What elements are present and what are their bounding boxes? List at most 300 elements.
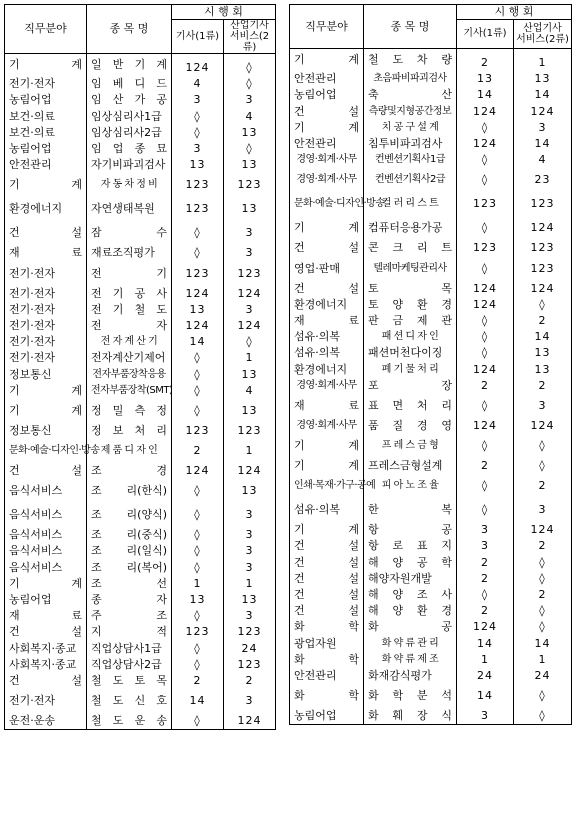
industrial-round-cell: 4 xyxy=(224,109,276,125)
field-cell: 운전·운송 xyxy=(5,713,87,730)
table-row xyxy=(5,592,276,608)
name-cell: 조 경 xyxy=(87,463,172,479)
industrial-round-cell: 1 xyxy=(514,49,572,72)
field-cell: 음식서비스 xyxy=(5,527,87,543)
right-exam-table xyxy=(289,4,572,725)
table-row xyxy=(290,152,572,168)
name-cell: 철 도 운 송 xyxy=(87,713,172,730)
name-cell: 피 아 노 조 율 xyxy=(364,474,457,498)
industrial-round-cell: ◊ xyxy=(514,603,572,619)
engineer-round-cell: 124 xyxy=(172,318,224,334)
engineer-round-cell: ◊ xyxy=(457,329,514,345)
industrial-round-cell: 123 xyxy=(514,240,572,256)
name-cell: 자기비파괴검사 xyxy=(87,157,172,173)
industrial-round-cell: 2 xyxy=(514,587,572,603)
field-cell: 인쇄·목재·가구·공예 xyxy=(290,474,364,498)
field-cell: 기 계 xyxy=(5,399,87,423)
industrial-round-cell: 24 xyxy=(514,668,572,684)
name-cell: 전자부품장착응용 xyxy=(87,366,172,382)
industrial-round-cell: ◊ xyxy=(514,297,572,313)
engineer-round-cell: 14 xyxy=(457,636,514,652)
table-row xyxy=(290,603,572,619)
engineer-round-cell: 3 xyxy=(457,522,514,538)
field-cell: 기 계 xyxy=(5,383,87,399)
name-cell: 화재감식평가 xyxy=(364,668,457,684)
engineer-round-cell: 124 xyxy=(457,619,514,635)
field-cell: 건 설 xyxy=(5,673,87,689)
table-row xyxy=(290,474,572,498)
engineer-round-cell: 24 xyxy=(457,668,514,684)
engineer-round-cell: 14 xyxy=(172,689,224,713)
field-cell: 전기·전자 xyxy=(5,350,87,366)
industrial-round-cell: ◊ xyxy=(514,619,572,635)
table-row xyxy=(5,543,276,559)
table-row xyxy=(290,418,572,434)
engineer-round-cell: ◊ xyxy=(172,657,224,673)
table-row xyxy=(290,538,572,554)
engineer-round-cell: ◊ xyxy=(457,474,514,498)
name-cell: 컨벤션기획사2급 xyxy=(364,168,457,192)
engineer-round-cell: 2 xyxy=(457,49,514,72)
industrial-round-cell: 3 xyxy=(224,221,276,245)
industrial-round-cell: 123 xyxy=(224,657,276,673)
name-cell: 폐 기 물 처 리 xyxy=(364,361,457,377)
industrial-round-cell: 124 xyxy=(514,522,572,538)
field-cell: 전기·전자 xyxy=(5,286,87,302)
header-industrial: 산업기사 서비스(2류) xyxy=(224,20,276,54)
name-cell: 초음파비파괴검사 xyxy=(364,71,457,87)
table-row xyxy=(290,434,572,458)
field-cell: 사회복지·종교 xyxy=(5,657,87,673)
table-row xyxy=(290,297,572,313)
table-row xyxy=(290,281,572,297)
engineer-round-cell: 14 xyxy=(457,684,514,708)
table-row xyxy=(290,571,572,587)
name-cell: 토 양 환 경 xyxy=(364,297,457,313)
field-cell: 건 설 xyxy=(5,463,87,479)
industrial-round-cell: 123 xyxy=(224,423,276,439)
header-round: 시 행 회 xyxy=(457,5,572,20)
table-row xyxy=(290,168,572,192)
industrial-round-cell: ◊ xyxy=(514,684,572,708)
table-row xyxy=(290,619,572,635)
field-cell: 재 료 xyxy=(290,394,364,418)
industrial-round-cell: 13 xyxy=(514,71,572,87)
engineer-round-cell: ◊ xyxy=(172,350,224,366)
name-cell: 콘 크 리 트 xyxy=(364,240,457,256)
industrial-round-cell: 3 xyxy=(514,394,572,418)
table-row xyxy=(290,378,572,394)
engineer-round-cell: 124 xyxy=(172,286,224,302)
name-cell: 프 레 스 금 형 xyxy=(364,434,457,458)
engineer-round-cell: ◊ xyxy=(172,608,224,624)
field-cell: 화 학 xyxy=(290,652,364,668)
industrial-round-cell: ◊ xyxy=(224,141,276,157)
header-field: 직무분야 xyxy=(290,5,364,49)
table-row xyxy=(5,366,276,382)
industrial-round-cell: ◊ xyxy=(514,555,572,571)
field-cell: 정보통신 xyxy=(5,423,87,439)
engineer-round-cell: ◊ xyxy=(172,641,224,657)
industrial-round-cell: 124 xyxy=(224,286,276,302)
industrial-round-cell: 3 xyxy=(224,302,276,318)
industrial-round-cell: 14 xyxy=(514,636,572,652)
field-cell: 경영·회계·사무 xyxy=(290,168,364,192)
table-row xyxy=(5,463,276,479)
field-cell: 기 계 xyxy=(290,458,364,474)
field-cell: 건 설 xyxy=(290,587,364,603)
name-cell: 해 양 조 사 xyxy=(364,587,457,603)
name-cell: 컬 러 리 스 트 xyxy=(364,192,457,216)
name-cell: 정 밀 측 정 xyxy=(87,399,172,423)
table-row xyxy=(290,49,572,72)
name-cell: 컨벤션기획사1급 xyxy=(364,152,457,168)
name-cell: 측량및지형공간정보 xyxy=(364,104,457,120)
industrial-round-cell: 123 xyxy=(514,257,572,281)
table-row xyxy=(290,216,572,240)
field-cell: 정보통신 xyxy=(5,366,87,382)
table-row xyxy=(5,262,276,286)
engineer-round-cell: 123 xyxy=(172,262,224,286)
engineer-round-cell: ◊ xyxy=(172,221,224,245)
table-row xyxy=(290,458,572,474)
name-cell: 판 금 제 관 xyxy=(364,313,457,329)
engineer-round-cell: 2 xyxy=(172,439,224,463)
industrial-round-cell: 124 xyxy=(224,463,276,479)
table-row xyxy=(5,245,276,261)
industrial-round-cell: 13 xyxy=(224,399,276,423)
engineer-round-cell: 2 xyxy=(457,555,514,571)
table-row xyxy=(5,109,276,125)
engineer-round-cell: 123 xyxy=(172,423,224,439)
name-cell: 전 자 xyxy=(87,318,172,334)
industrial-round-cell: 3 xyxy=(224,689,276,713)
table-row xyxy=(5,673,276,689)
field-cell: 전기·전자 xyxy=(5,262,87,286)
field-cell: 농림어업 xyxy=(290,87,364,103)
industrial-round-cell: ◊ xyxy=(514,434,572,458)
industrial-round-cell: 1 xyxy=(224,350,276,366)
engineer-round-cell: 123 xyxy=(172,197,224,221)
name-cell: 임 베 디 드 xyxy=(87,76,172,92)
name-cell: 조 리(복어) xyxy=(87,560,172,576)
engineer-round-cell: 124 xyxy=(457,297,514,313)
engineer-round-cell: 13 xyxy=(172,302,224,318)
table-row xyxy=(290,313,572,329)
industrial-round-cell: 13 xyxy=(224,157,276,173)
engineer-round-cell: ◊ xyxy=(457,257,514,281)
engineer-round-cell: 124 xyxy=(172,463,224,479)
name-cell: 화 약 류 관 리 xyxy=(364,636,457,652)
engineer-round-cell: ◊ xyxy=(457,345,514,361)
engineer-round-cell: 13 xyxy=(457,71,514,87)
field-cell: 기 계 xyxy=(5,54,87,77)
field-cell: 음식서비스 xyxy=(5,560,87,576)
field-cell: 전기·전자 xyxy=(5,689,87,713)
engineer-round-cell: 123 xyxy=(172,173,224,197)
table-row xyxy=(290,636,572,652)
industrial-round-cell: 3 xyxy=(224,608,276,624)
industrial-round-cell: 123 xyxy=(224,173,276,197)
table-row xyxy=(5,350,276,366)
name-cell: 전 기 철 도 xyxy=(87,302,172,318)
table-row xyxy=(290,192,572,216)
header-name: 종 목 명 xyxy=(87,5,172,54)
table-row xyxy=(290,555,572,571)
engineer-round-cell: 13 xyxy=(172,592,224,608)
industrial-round-cell: 4 xyxy=(514,152,572,168)
engineer-round-cell: ◊ xyxy=(457,216,514,240)
industrial-round-cell: 2 xyxy=(514,538,572,554)
name-cell: 정 보 처 리 xyxy=(87,423,172,439)
table-row xyxy=(290,104,572,120)
name-cell: 조 리(중식) xyxy=(87,527,172,543)
engineer-round-cell: 2 xyxy=(172,673,224,689)
industrial-round-cell: 13 xyxy=(224,366,276,382)
industrial-round-cell: 1 xyxy=(224,439,276,463)
field-cell: 섬유·의복 xyxy=(290,345,364,361)
name-cell: 화 공 xyxy=(364,619,457,635)
engineer-round-cell: 14 xyxy=(172,334,224,350)
engineer-round-cell: 124 xyxy=(457,281,514,297)
industrial-round-cell: 2 xyxy=(514,378,572,394)
field-cell: 영업·판매 xyxy=(290,257,364,281)
name-cell: 재료조직평가 xyxy=(87,245,172,261)
engineer-round-cell: ◊ xyxy=(172,383,224,399)
table-row xyxy=(5,383,276,399)
industrial-round-cell: 24 xyxy=(224,641,276,657)
name-cell: 철 도 차 량 xyxy=(364,49,457,72)
name-cell: 토 목 xyxy=(364,281,457,297)
name-cell: 침투비파괴검사 xyxy=(364,136,457,152)
industrial-round-cell: 3 xyxy=(514,498,572,522)
field-cell: 전기·전자 xyxy=(5,76,87,92)
engineer-round-cell: ◊ xyxy=(457,313,514,329)
name-cell: 자 동 차 정 비 xyxy=(87,173,172,197)
field-cell: 전기·전자 xyxy=(5,334,87,350)
field-cell: 음식서비스 xyxy=(5,503,87,527)
industrial-round-cell: 13 xyxy=(224,592,276,608)
name-cell: 항 로 표 지 xyxy=(364,538,457,554)
header-name: 종 목 명 xyxy=(364,5,457,49)
field-cell: 재 료 xyxy=(5,245,87,261)
industrial-round-cell: 1 xyxy=(514,652,572,668)
field-cell: 보건·의료 xyxy=(5,109,87,125)
field-cell: 건 설 xyxy=(5,624,87,640)
field-cell: 안전관리 xyxy=(290,136,364,152)
table-row xyxy=(290,652,572,668)
industrial-round-cell: 3 xyxy=(224,245,276,261)
field-cell: 건 설 xyxy=(5,221,87,245)
table-row xyxy=(5,141,276,157)
table-row xyxy=(5,689,276,713)
engineer-round-cell: 124 xyxy=(457,418,514,434)
name-cell: 잠 수 xyxy=(87,221,172,245)
industrial-round-cell: 3 xyxy=(224,503,276,527)
table-row xyxy=(5,439,276,463)
engineer-round-cell: ◊ xyxy=(172,527,224,543)
field-cell: 기 계 xyxy=(290,216,364,240)
name-cell: 축 산 xyxy=(364,87,457,103)
header-field: 직무분야 xyxy=(5,5,87,54)
field-cell: 경영·회계·사무 xyxy=(290,152,364,168)
industrial-round-cell: 1 xyxy=(224,576,276,592)
name-cell: 임 업 종 묘 xyxy=(87,141,172,157)
field-cell: 문화·예술·디자인·방송 xyxy=(5,439,87,463)
field-cell: 건 설 xyxy=(290,240,364,256)
engineer-round-cell: 2 xyxy=(457,378,514,394)
header-engineer: 기사(1류) xyxy=(457,20,514,49)
name-cell: 해 양 환 경 xyxy=(364,603,457,619)
engineer-round-cell: 3 xyxy=(172,141,224,157)
table-row xyxy=(5,302,276,318)
industrial-round-cell: ◊ xyxy=(514,458,572,474)
header-round: 시 행 회 xyxy=(172,5,276,20)
field-cell: 섬유·의복 xyxy=(290,329,364,345)
industrial-round-cell: 13 xyxy=(224,125,276,141)
industrial-round-cell: 123 xyxy=(514,192,572,216)
table-row xyxy=(290,329,572,345)
name-cell: 조 선 xyxy=(87,576,172,592)
table-row xyxy=(290,708,572,725)
field-cell: 경영·회계·사무 xyxy=(290,378,364,394)
industrial-round-cell: 13 xyxy=(224,197,276,221)
industrial-round-cell: 23 xyxy=(514,168,572,192)
field-cell: 기 계 xyxy=(290,49,364,72)
engineer-round-cell: 123 xyxy=(457,240,514,256)
name-cell: 패 션 디 자 인 xyxy=(364,329,457,345)
industrial-round-cell: 13 xyxy=(224,479,276,503)
name-cell: 자연생태복원 xyxy=(87,197,172,221)
name-cell: 전 기 xyxy=(87,262,172,286)
table-row xyxy=(5,157,276,173)
table-row xyxy=(290,684,572,708)
name-cell: 텔레마케팅관리사 xyxy=(364,257,457,281)
name-cell: 화 약 류 제 조 xyxy=(364,652,457,668)
field-cell: 재 료 xyxy=(290,313,364,329)
table-row xyxy=(290,522,572,538)
header-industrial: 산업기사 서비스(2류) xyxy=(514,20,572,49)
field-cell: 농림어업 xyxy=(5,592,87,608)
field-cell: 농림어업 xyxy=(5,141,87,157)
table-row xyxy=(5,479,276,503)
industrial-round-cell: ◊ xyxy=(224,54,276,77)
field-cell: 재 료 xyxy=(5,608,87,624)
name-cell: 패션머천다이징 xyxy=(364,345,457,361)
field-cell: 기 계 xyxy=(290,120,364,136)
table-row xyxy=(5,334,276,350)
engineer-round-cell: ◊ xyxy=(457,587,514,603)
engineer-round-cell: 124 xyxy=(457,104,514,120)
industrial-round-cell: 124 xyxy=(224,713,276,730)
name-cell: 항 공 xyxy=(364,522,457,538)
table-row xyxy=(5,713,276,730)
industrial-round-cell: 2 xyxy=(514,313,572,329)
name-cell: 표 면 처 리 xyxy=(364,394,457,418)
engineer-round-cell: ◊ xyxy=(172,713,224,730)
name-cell: 화 학 분 석 xyxy=(364,684,457,708)
engineer-round-cell: ◊ xyxy=(172,109,224,125)
industrial-round-cell: 123 xyxy=(224,624,276,640)
industrial-round-cell: 3 xyxy=(514,120,572,136)
name-cell: 직업상담사1급 xyxy=(87,641,172,657)
table-row xyxy=(5,173,276,197)
field-cell: 보건·의료 xyxy=(5,125,87,141)
engineer-round-cell: ◊ xyxy=(457,434,514,458)
engineer-round-cell: 124 xyxy=(172,54,224,77)
engineer-round-cell: ◊ xyxy=(172,245,224,261)
name-cell: 전 기 공 사 xyxy=(87,286,172,302)
engineer-round-cell: 123 xyxy=(172,624,224,640)
industrial-round-cell: 124 xyxy=(224,318,276,334)
field-cell: 건 설 xyxy=(290,555,364,571)
name-cell: 철 도 신 호 xyxy=(87,689,172,713)
table-row xyxy=(290,240,572,256)
engineer-round-cell: ◊ xyxy=(457,498,514,522)
name-cell: 일 반 기 계 xyxy=(87,54,172,77)
industrial-round-cell: 124 xyxy=(514,216,572,240)
table-row xyxy=(5,576,276,592)
table-row xyxy=(5,92,276,108)
industrial-round-cell: 124 xyxy=(514,281,572,297)
table-row xyxy=(5,399,276,423)
table-row xyxy=(290,71,572,87)
name-cell: 해 양 공 학 xyxy=(364,555,457,571)
table-row xyxy=(5,608,276,624)
table-row xyxy=(290,136,572,152)
field-cell: 경영·회계·사무 xyxy=(290,418,364,434)
field-cell: 농림어업 xyxy=(5,92,87,108)
table-row xyxy=(5,560,276,576)
table-row xyxy=(290,361,572,377)
industrial-round-cell: 2 xyxy=(224,673,276,689)
engineer-round-cell: 1 xyxy=(457,652,514,668)
field-cell: 문화·예술·디자인·방송 xyxy=(290,192,364,216)
engineer-round-cell: 1 xyxy=(172,576,224,592)
name-cell: 프레스금형설계 xyxy=(364,458,457,474)
table-row xyxy=(5,423,276,439)
field-cell: 농림어업 xyxy=(290,708,364,725)
name-cell: 직업상담사2급 xyxy=(87,657,172,673)
name-cell: 주 조 xyxy=(87,608,172,624)
engineer-round-cell: 3 xyxy=(172,92,224,108)
industrial-round-cell: 124 xyxy=(514,104,572,120)
industrial-round-cell: ◊ xyxy=(224,76,276,92)
name-cell: 지 적 xyxy=(87,624,172,640)
name-cell: 해양자원개발 xyxy=(364,571,457,587)
industrial-round-cell: 14 xyxy=(514,87,572,103)
field-cell: 환경에너지 xyxy=(290,297,364,313)
field-cell: 기 계 xyxy=(290,434,364,458)
field-cell: 광업자원 xyxy=(290,636,364,652)
engineer-round-cell: ◊ xyxy=(172,560,224,576)
table-row xyxy=(290,587,572,603)
table-row xyxy=(5,503,276,527)
engineer-round-cell: ◊ xyxy=(172,543,224,559)
engineer-round-cell: ◊ xyxy=(172,366,224,382)
name-cell: 조 리(한식) xyxy=(87,479,172,503)
engineer-round-cell: 124 xyxy=(457,136,514,152)
field-cell: 화 학 xyxy=(290,619,364,635)
name-cell: 철 도 토 목 xyxy=(87,673,172,689)
engineer-round-cell: 14 xyxy=(457,87,514,103)
field-cell: 건 설 xyxy=(290,603,364,619)
name-cell: 품 질 경 영 xyxy=(364,418,457,434)
name-cell: 한 복 xyxy=(364,498,457,522)
field-cell: 섬유·의복 xyxy=(290,498,364,522)
table-row xyxy=(5,318,276,334)
engineer-round-cell: 2 xyxy=(457,458,514,474)
